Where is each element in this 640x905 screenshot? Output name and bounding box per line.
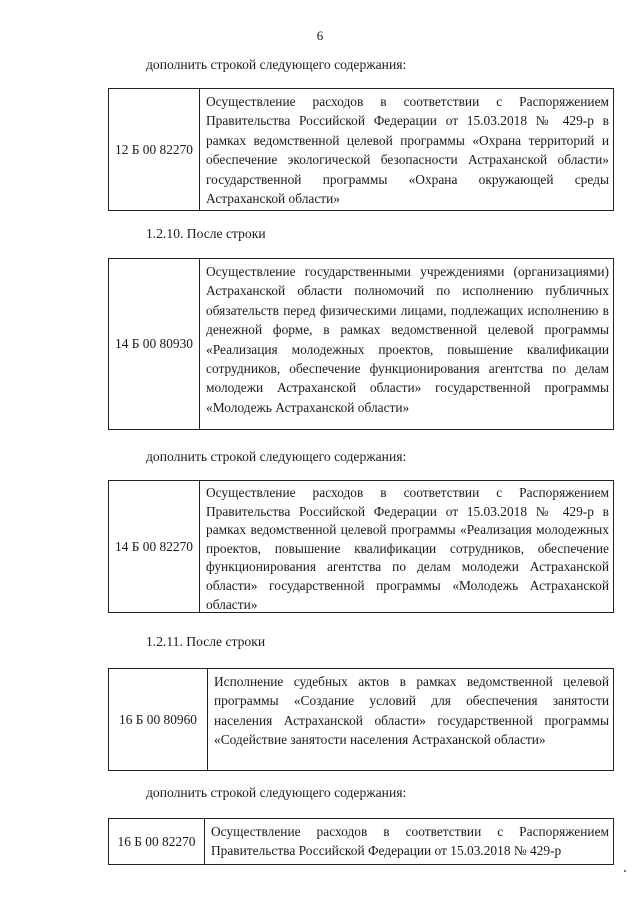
row-code: 16 Б 00 80960 — [109, 669, 208, 770]
paragraph-add-row: дополнить строкой следующего содержания: — [146, 449, 407, 464]
row-code: 14 Б 00 80930 — [109, 259, 200, 429]
scan-speck — [624, 870, 626, 872]
row-code: 16 Б 00 82270 — [109, 819, 205, 864]
row-description: Осуществление расходов в соответствии с Распоряжением Правительства Российской Федерации от 15.03.2018 № 429-р — [211, 824, 609, 859]
paragraph-section-heading: 1.2.10. После строки — [146, 226, 266, 241]
table-row — [108, 88, 614, 211]
paragraph-add-row: дополнить строкой следующего содержания: — [146, 57, 407, 72]
row-description: Осуществление расходов в соответствии с Распоряжением Правительства Российской Федерации от 15.03.2018 № 429-р в рамках ведомственной целевой программы «Реализация молодежных проектов, повышение квалификации сотрудников, обеспечение функционирования агентства по делам молодежи Астраханской области» государственной программы «Молодежь Астраханской области» — [206, 485, 609, 612]
table-row — [108, 480, 614, 613]
paragraph-add-row: дополнить строкой следующего содержания: — [146, 785, 407, 800]
row-code: 14 Б 00 82270 — [109, 481, 200, 612]
row-description: Исполнение судебных актов в рамках ведомственной целевой программы «Создание условий для обеспечения занятости населения Астраханской области» государственной программы «Содействие занятости населения Астраханской области» — [214, 674, 609, 748]
row-code: 12 Б 00 82270 — [109, 89, 200, 210]
paragraph-section-heading: 1.2.11. После строки — [146, 634, 266, 649]
table-row — [108, 818, 614, 865]
page-number: 6 — [316, 28, 324, 43]
row-description: Осуществление государственными учреждениями (организациями) Астраханской области полномочий по исполнению публичных обязательств перед физическими лицами, подлежащих исполнению в денежной форме, в рамках ведомственной целевой программы «Реализация молодежных проектов, повышение квалификации сотрудников, обеспечение функционирования агентства по делам молодежи Астраханской области» государственной программы «Молодежь Астраханской области» — [206, 264, 609, 415]
table-row — [108, 668, 614, 771]
table-row — [108, 258, 614, 430]
row-description: Осуществление расходов в соответствии с Распоряжением Правительства Российской Федерации от 15.03.2018 № 429-р в рамках ведомственной целевой программы «Охрана территорий и обеспечение экологической безопасности Астраханской области» государственной программы «Охрана окружающей среды Астраханской области» — [206, 94, 609, 207]
